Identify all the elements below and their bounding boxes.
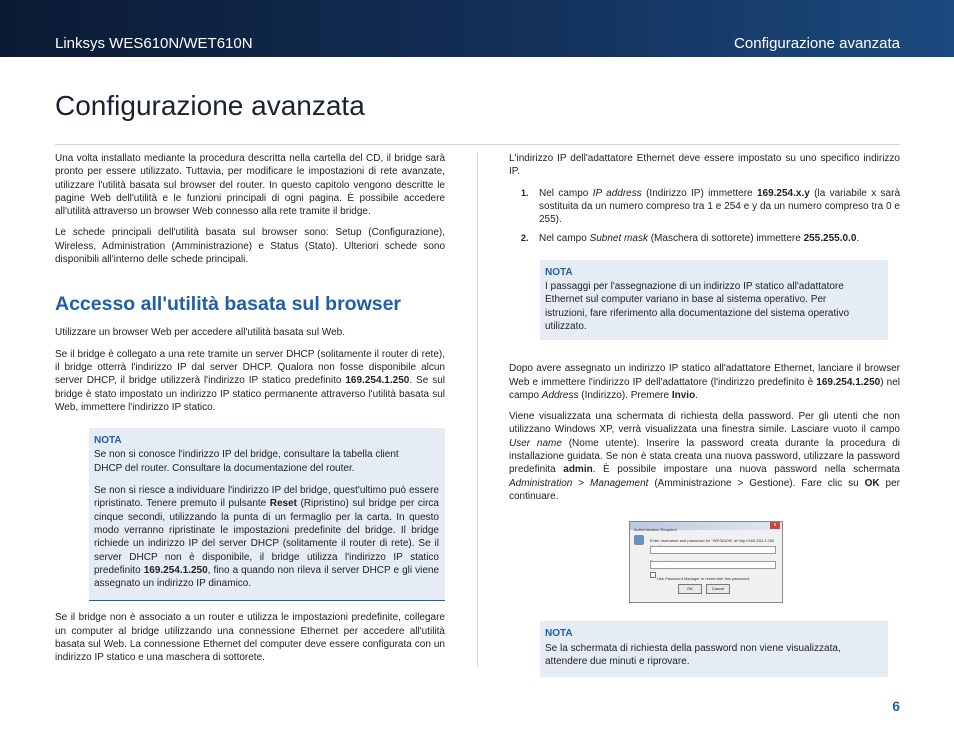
ok-button: OK [678,584,702,594]
dialog-message: Enter username and password for "WES610N" at http://169.254.1.250 [650,538,775,544]
note-label: NOTA [545,628,573,640]
note-line: Ethernet sul computer variano in base al sistema operativo. Per [545,294,827,306]
username-field [650,546,776,554]
page-title: Configurazione avanzata [55,90,365,121]
close-icon: x [770,522,780,529]
note-line: Se non si conosce l'indirizzo IP del bridge, consultare la tabella client [94,449,399,461]
ip-intro-paragraph: L'indirizzo IP dell'adattatore Ethernet deve essere impostato su uno specifico indirizzo IP. [509,153,900,178]
intro-paragraph-1: Una volta installato mediante la procedura descritta nella cartella del CD, il bridge sarà pronto per essere utilizzato. Tuttavia, per modificare le impostazioni di rete avanzate, utilizzare l'utilità basata sul browser del router. In questo capitolo vengono descritte le pagine Web dell'utilità e le funzioni principali di ogni pagina. È possibile accedere all'utilità attraverso un browser Web connesso alla rete tramite il bridge. [55,153,445,218]
note-line: attendere due minuti e riprovare. [545,655,690,667]
remember-label: Use Password Manager to remember this password. [657,576,751,582]
access-paragraph-2: Se il bridge è collegato a una rete tramite un server DHCP (solitamente il router di rete), il bridge otterrà l'indirizzo IP dal server DHCP. Qualora non fosse disponibile alcun server DHCP, il bridge utilizzerà l'indirizzo IP statico predefinito 169.254.1.250. Se sul bridge è stato impostato un indirizzo IP statico permanente attraverso l'utilità basata sul Web, immettere l'indirizzo IP statico. [55,348,445,413]
password-dialog-screenshot [629,521,783,603]
product-name: Linksys WES610N/WET610N [55,35,253,52]
note-box [540,260,888,340]
step-number: 1. [521,187,529,198]
dialog-titlebar [630,522,782,533]
dialog-title: Authentication Required [634,527,677,533]
access-paragraph-3: Se il bridge non è associato a un router e utilizza le impostazioni predefinite, collegare un computer al bridge utilizzando una connessione Ethernet per accedere all'utilità basata sul Web. La connessione Ethernet del computer deve essere configurata con un indirizzo IP statico e una maschera di sottorete. [55,612,445,664]
key-icon [634,535,644,545]
browser-paragraph: Dopo avere assegnato un indirizzo IP statico all'adattatore Ethernet, lanciare il browser Web e immettere l'indirizzo IP dell'adattatore (l'indirizzo predefinito è 169.254.1.250) nel campo Address (Indirizzo). Premere Invio. [509,363,901,401]
note-label: NOTA [94,435,122,447]
note-line: I passaggi per l'assegnazione di un indirizzo IP statico all'adattatore [545,281,844,293]
title-rule [55,144,900,145]
intro-paragraph-2: Le schede principali dell'utilità basata sul browser sono: Setup (Configurazione), Wireless, Administration (Amministrazione) e Status (Stato). Ulteriori schede sono disponibili all'interno delle schede principali. [55,227,445,266]
chapter-name: Configurazione avanzata [734,35,900,52]
section-title: Accesso all'utilità basata sul browser [55,293,402,316]
note-box [89,428,445,601]
page-header [0,0,954,57]
page-number: 6 [892,698,900,714]
note-line: istruzioni, fare riferimento alla documentazione del sistema operativo [545,307,850,319]
note-line: utilizzato. [545,320,587,332]
list-item: 1. Nel campo IP address (Indirizzo IP) immettere 169.254.x.y (la variabile x sarà sostituita da un numero compreso tra 1 e 254 e y da un numero compreso tra 0 e 255). [521,187,901,226]
note-reset-paragraph: Se non si riesce a individuare l'indirizzo IP del bridge, quest'ultimo può essere ripristinato. Tenere premuto il pulsante Reset (Ripristino) sul bridge per circa cinque secondi, utilizzando la punta di un fermaglio per la carta. In questo modo verranno ripristinate le impostazioni predefinite del bridge. Il bridge richiede un indirizzo IP del server DHCP (solitamente il router di rete). Se il server DHCP non è disponibile, il bridge utilizza l'indirizzo IP statico predefinito 169.254.1.250, fino a quando non rileva il server DHCP e gli viene assegnato un indirizzo IP dinamico. [94,485,440,590]
cancel-button: Cancel [706,584,730,594]
remember-checkbox [650,572,656,578]
note-label: NOTA [545,266,573,278]
password-field [650,561,776,569]
access-paragraph-1: Utilizzare un browser Web per accedere all'utilità basata sul Web. [55,327,346,339]
column-divider [477,152,478,667]
note-line: DHCP del router. Consultare la documentazione del router. [94,462,355,474]
note-line: Se la schermata di richiesta della password non viene visualizzata, [545,642,841,654]
step-number: 2. [521,233,529,244]
default-ip: 169.254.1.250 [345,375,410,387]
left-column [55,152,445,673]
password-paragraph: Viene visualizzata una schermata di richiesta della password. Per gli utenti che non utilizzano Windows XP, verrà visualizzata una finestra simile. Lasciare vuoto il campo User name (Nome utente). Inserire la password creata durante la procedura di installazione guidata. Se non è stata creata una nuova password, utilizzare la password predefinita admin. È possibile impostare una nuova password nella schermata Administration > Management (Amministrazione > Gestione). Fare clic su OK per continuare. [509,411,900,502]
list-item: 2. Nel campo Subnet mask (Maschera di sottorete) immettere 255.255.0.0. [521,233,860,245]
steps-list [509,187,900,246]
note-box [540,621,888,677]
right-column [509,152,900,685]
